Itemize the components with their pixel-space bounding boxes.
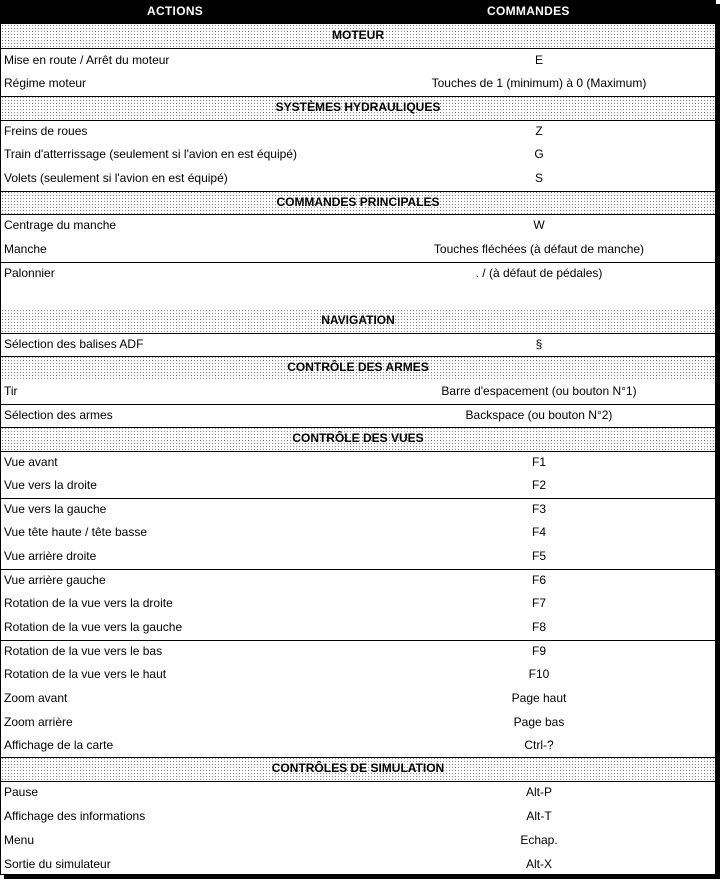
- row-divider: [1, 781, 715, 782]
- table-row: [1, 616, 715, 640]
- action-cell: Rotation de la vue vers la gauche: [4, 620, 183, 634]
- table-row: [1, 734, 715, 757]
- row-divider: [1, 427, 715, 428]
- row-divider: [1, 356, 715, 357]
- command-cell: Alt-X: [525, 857, 552, 871]
- table-row: [1, 829, 715, 853]
- section-title: NAVIGATION: [321, 313, 395, 327]
- command-cell: Page bas: [513, 715, 565, 729]
- action-cell: Freins de roues: [4, 124, 88, 138]
- row-divider: [1, 451, 715, 452]
- section-title: COMMANDES PRINCIPALES: [276, 195, 440, 209]
- action-cell: Tir: [4, 384, 18, 398]
- row-divider: [1, 214, 715, 215]
- command-cell: F3: [531, 502, 546, 516]
- command-cell: F8: [531, 620, 546, 634]
- section-header: [1, 309, 715, 333]
- command-cell: F5: [531, 549, 546, 563]
- command-cell: F9: [531, 644, 546, 658]
- section-title: CONTRÔLE DES VUES: [292, 431, 424, 445]
- command-cell: F2: [531, 478, 546, 492]
- command-cell: Echap.: [520, 833, 558, 847]
- table-row: [1, 451, 715, 474]
- action-cell: Affichage des informations: [4, 809, 146, 823]
- command-cell: S: [534, 171, 543, 185]
- table-row: [1, 663, 715, 687]
- action-cell: Mise en route / Arrêt du moteur: [4, 53, 170, 67]
- action-cell: Vue arrière gauche: [4, 573, 106, 587]
- action-cell: Vue tête haute / tête basse: [4, 525, 147, 539]
- command-cell: Touches fléchées (à défaut de manche): [433, 242, 645, 256]
- command-cell: . / (à défaut de pédales): [475, 266, 603, 280]
- command-cell: Alt-P: [525, 785, 552, 799]
- action-cell: Vue avant: [4, 455, 58, 469]
- action-cell: Régime moteur: [4, 76, 87, 90]
- action-cell: Train d'atterrissage (seulement si l'avion en est équipé): [4, 147, 297, 161]
- action-cell: Pause: [4, 785, 39, 799]
- table-row: [1, 262, 715, 309]
- command-cell: E: [534, 53, 543, 67]
- action-cell: Sélection des balises ADF: [4, 337, 144, 351]
- table-row: [1, 853, 715, 875]
- action-cell: Palonnier: [4, 266, 55, 280]
- table-row: [1, 167, 715, 191]
- command-cell: F6: [531, 573, 546, 587]
- command-cell: Page haut: [511, 691, 567, 705]
- section-header: [1, 757, 715, 781]
- section-title: MOTEUR: [332, 28, 384, 42]
- table-row: [1, 380, 715, 404]
- table-row: [1, 781, 715, 805]
- command-cell: Z: [535, 124, 543, 138]
- table-row: [1, 687, 715, 711]
- section-title: CONTRÔLES DE SIMULATION: [271, 761, 445, 775]
- section-header: [1, 356, 715, 380]
- action-cell: Centrage du manche: [4, 218, 117, 232]
- action-cell: Vue vers la gauche: [4, 502, 107, 516]
- row-divider: [1, 48, 715, 49]
- command-cell: W: [533, 218, 545, 232]
- table-row: [1, 592, 715, 616]
- command-cell: Backspace (ou bouton N°2): [465, 408, 613, 422]
- command-cell: F4: [531, 525, 546, 539]
- table-header: [1, 0, 715, 24]
- action-cell: Menu: [4, 833, 35, 847]
- section-header: [1, 427, 715, 451]
- row-divider: [1, 404, 715, 405]
- row-divider: [1, 191, 715, 192]
- header-actions: ACTIONS: [147, 4, 204, 18]
- table-row: [1, 72, 715, 96]
- section-title: SYSTÈMES HYDRAULIQUES: [275, 100, 441, 114]
- command-cell: F10: [528, 667, 550, 681]
- action-cell: Rotation de la vue vers le haut: [4, 667, 167, 681]
- table-row: [1, 238, 715, 262]
- table-row: [1, 404, 715, 427]
- row-divider: [1, 96, 715, 97]
- table-row: [1, 521, 715, 545]
- table-row: [1, 640, 715, 663]
- action-cell: Sortie du simulateur: [4, 857, 111, 871]
- action-cell: Affichage de la carte: [4, 738, 114, 752]
- row-divider: [1, 757, 715, 758]
- section-header: [1, 191, 715, 214]
- table-row: [1, 333, 715, 356]
- command-cell: Barre d'espacement (ou bouton N°1): [441, 384, 637, 398]
- table-row: [1, 711, 715, 734]
- action-cell: Zoom avant: [4, 691, 68, 705]
- command-cell: Touches de 1 (minimum) à 0 (Maximum): [431, 76, 647, 90]
- command-cell: Ctrl-?: [524, 738, 554, 752]
- table-row: [1, 120, 715, 143]
- row-divider: [1, 498, 715, 499]
- action-cell: Rotation de la vue vers le bas: [4, 644, 163, 658]
- table-row: [1, 49, 715, 72]
- row-divider: [1, 640, 715, 641]
- table-row: [1, 498, 715, 521]
- header-commands: COMMANDES: [487, 4, 570, 18]
- table-row: [1, 569, 715, 592]
- row-divider: [1, 262, 715, 263]
- command-cell: §: [535, 337, 543, 351]
- table-row: [1, 805, 715, 829]
- row-divider: [1, 569, 715, 570]
- command-cell: F1: [531, 455, 546, 469]
- table-row: [1, 545, 715, 569]
- action-cell: Zoom arrière: [4, 715, 73, 729]
- command-cell: G: [534, 147, 544, 161]
- table-row: [1, 474, 715, 498]
- table-row: [1, 143, 715, 167]
- section-header: [1, 96, 715, 120]
- section-header: [1, 24, 715, 48]
- table-row: [1, 214, 715, 238]
- action-cell: Rotation de la vue vers la droite: [4, 596, 173, 610]
- row-divider: [1, 120, 715, 121]
- command-cell: F7: [531, 596, 546, 610]
- command-cell: Alt-T: [526, 809, 552, 823]
- row-divider: [1, 333, 715, 334]
- action-cell: Manche: [4, 242, 47, 256]
- action-cell: Sélection des armes: [4, 408, 113, 422]
- section-title: CONTRÔLE DES ARMES: [287, 360, 429, 374]
- action-cell: Vue vers la droite: [4, 478, 97, 492]
- action-cell: Volets (seulement si l'avion en est équipé): [4, 171, 228, 185]
- action-cell: Vue arrière droite: [4, 549, 97, 563]
